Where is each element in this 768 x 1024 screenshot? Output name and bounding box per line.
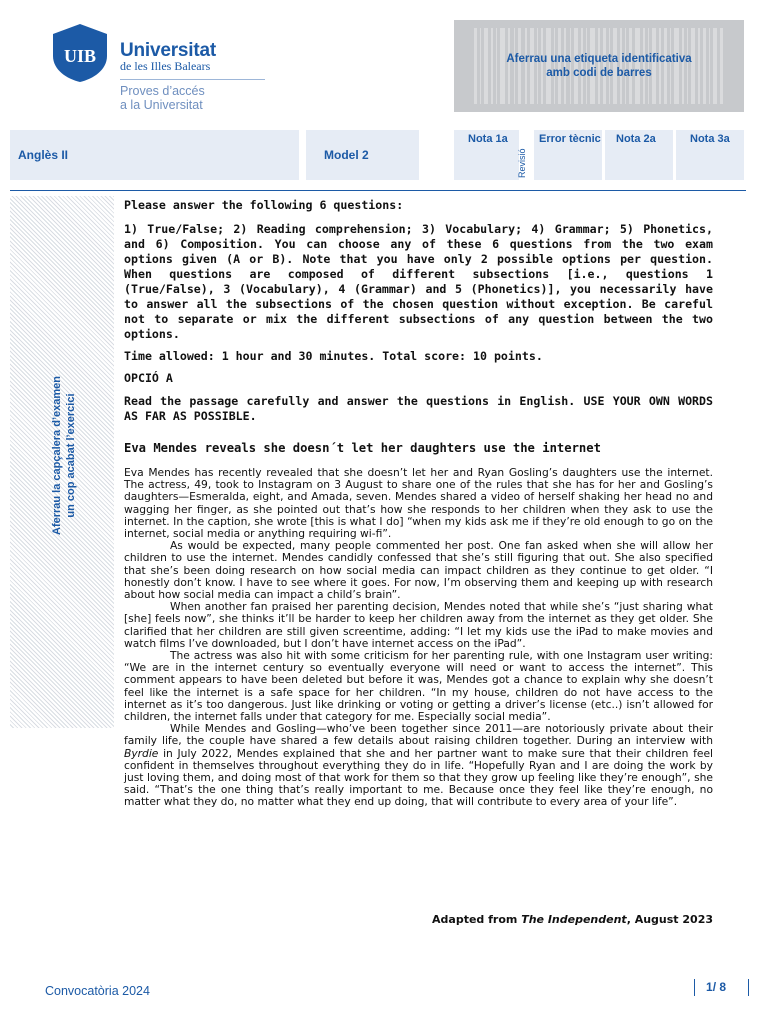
article-paragraph-1: Eva Mendes has recently revealed that she doesn’t let her and Ryan Gosling’s daughters use the internet. The actress, 49, took to Instagram on 3 August to share one of the rules that she has for her and Gosling’s daughters—Esmeralda, eight, and Amada, seven. Mendes shared a video of herself shaking her head no and wagging her finger, as she pointed out that’s how she responds to her children when they ask to use the internet. In the caption, she wrote [this is what I do] “when my kids ask me if they’re old enough to go on the internet, social media or anything requiring wi-fi”. [124,466,713,541]
source-date: , August 2023 [626,913,713,926]
logo-mark: UIB [63,46,97,66]
footer-divider-right [748,979,749,996]
article-paragraph-3: When another fan praised her parenting decision, Mendes noted that while she’s “just sharing what [she] feels now”, she thinks it’ll be harder to keep her children away from the internet as they get older. She clarified that her children are still given screentime, adding: “I let my kids use the iPad to make movies and watch films I’ve downloaded, but I don’t have internet access on the iPad”. [124,600,713,650]
time-allowed: Time allowed: 1 hour and 30 minutes. Total score: 10 points. [124,349,543,363]
article-source [432,913,713,926]
instructions-title: Please answer the following 6 questions: [124,198,404,212]
source-prefix: Adapted from [432,913,522,926]
barcode-label-area [454,20,744,112]
article-paragraph-4: The actress was also hit with some criticism for her parenting rule, with one Instagram user writing: “We are in the internet century so eventually everyone will need or want to access the internet”. This comment appears to have been deleted but before it was, Mendes got a chance to explain why she doesn’t feel like the internet is a safe space for her children. “In my house, children do not have access to the internet as it’s too dangerous. Just like drinking or voting or getting a driver’s license (etc..) isn’t allowed for children, the internet falls under that category for me. Especially social media”. [124,649,713,724]
header-rule [10,190,746,191]
grade-1-label: Nota 1a [468,133,508,145]
paragraph-5-text-a: While Mendes and Gosling—who’ve been together since 2011—are notoriously private about their family life, the couple have shared a few details about raising children together. During an interview with [124,722,713,748]
article-body [124,467,713,809]
proves-acces-label [120,84,205,112]
reading-instruction: Read the passage carefully and answer the questions in English. USE YOUR OWN WORDS AS FAR AS POSSIBLE. [124,394,713,423]
grade-2-label: Nota 2a [616,133,656,145]
proves-line-2: a la Universitat [120,98,203,112]
footer-divider-left [694,979,695,996]
uib-shield-icon [49,22,111,84]
technical-error-label: Error tècnic [539,133,601,145]
proves-line-1: Proves d’accés [120,84,205,98]
sticker-line-1: Aferrau la capçalera d’examen [51,376,63,535]
article-paragraph-2: As would be expected, many people commented her post. One fan asked when she will allow her children to use the internet. Mendes candidly confessed that she’s still figuring that out. She also specified that she’s been doing research on how social media can impact children as they continue to get older. “I honestly don’t know. I have to see where it goes. For now, I’m observing them and keeping up with research about how social media can impact a child’s brain”. [124,539,713,602]
logo-divider [120,79,265,80]
page-total: / 8 [712,980,727,994]
sticker-instruction [50,376,78,535]
exam-content [124,198,713,809]
barcode-line-1: Aferrau una etiqueta identificativa [506,53,692,65]
paragraph-5-magazine: Byrdie [124,746,159,760]
sticker-line-2: un cop acabat l’exercici [65,393,77,518]
paragraph-5-text-b: in July 2022, Mendes explained that she and her partner want to make sure that their children feel confident in themselves throughout everything they do in life. “Hopefully Ryan and I are doing the work by just loving them, and doing most of that work for them so that they grow up feeling like they’re enough”, she said. “That’s the one thing that’s really important to me. Because once they feel like they’re enough, no matter what they do, no matter what they end up doing, that will contribute to every area of your life”. [124,746,713,809]
university-name: Universitat [120,40,217,61]
barcode-instruction [454,52,744,80]
subject-label: Anglès II [18,148,69,162]
page-current: 1 [706,980,713,994]
instructions-body: 1) True/False; 2) Reading comprehension; 3) Vocabulary; 4) Grammar; 5) Phonetics, and 6) Composition. You can choose any of these 6 questions from the two exam options given (A or B). Note that you have only 2 possible options per question. When questions are composed of different subsections [i.e., questions 1 (True/False), 3 (Vocabulary), 4 (Grammar) and 5 (Phonetics)], you necessarily have to answer all the subsections of the chosen question without exception. Be careful not to separate or mix the different subsections of any question between the two options. [124,222,713,341]
article-title: Eva Mendes reveals she doesn´t let her daughters use the internet [124,441,601,455]
exam-session: Convocatòria 2024 [45,984,150,998]
source-publication: The Independent [521,913,627,926]
barcode-line-2: amb codi de barres [546,67,652,79]
model-label: Model 2 [324,148,369,162]
revision-label: Revisió [517,148,527,178]
option-heading: OPCIÓ A [124,371,173,385]
grade-3-label: Nota 3a [690,133,730,145]
page-number [706,980,726,994]
article-paragraph-5 [124,723,713,808]
university-subtitle: de les Illes Balears [120,59,211,73]
